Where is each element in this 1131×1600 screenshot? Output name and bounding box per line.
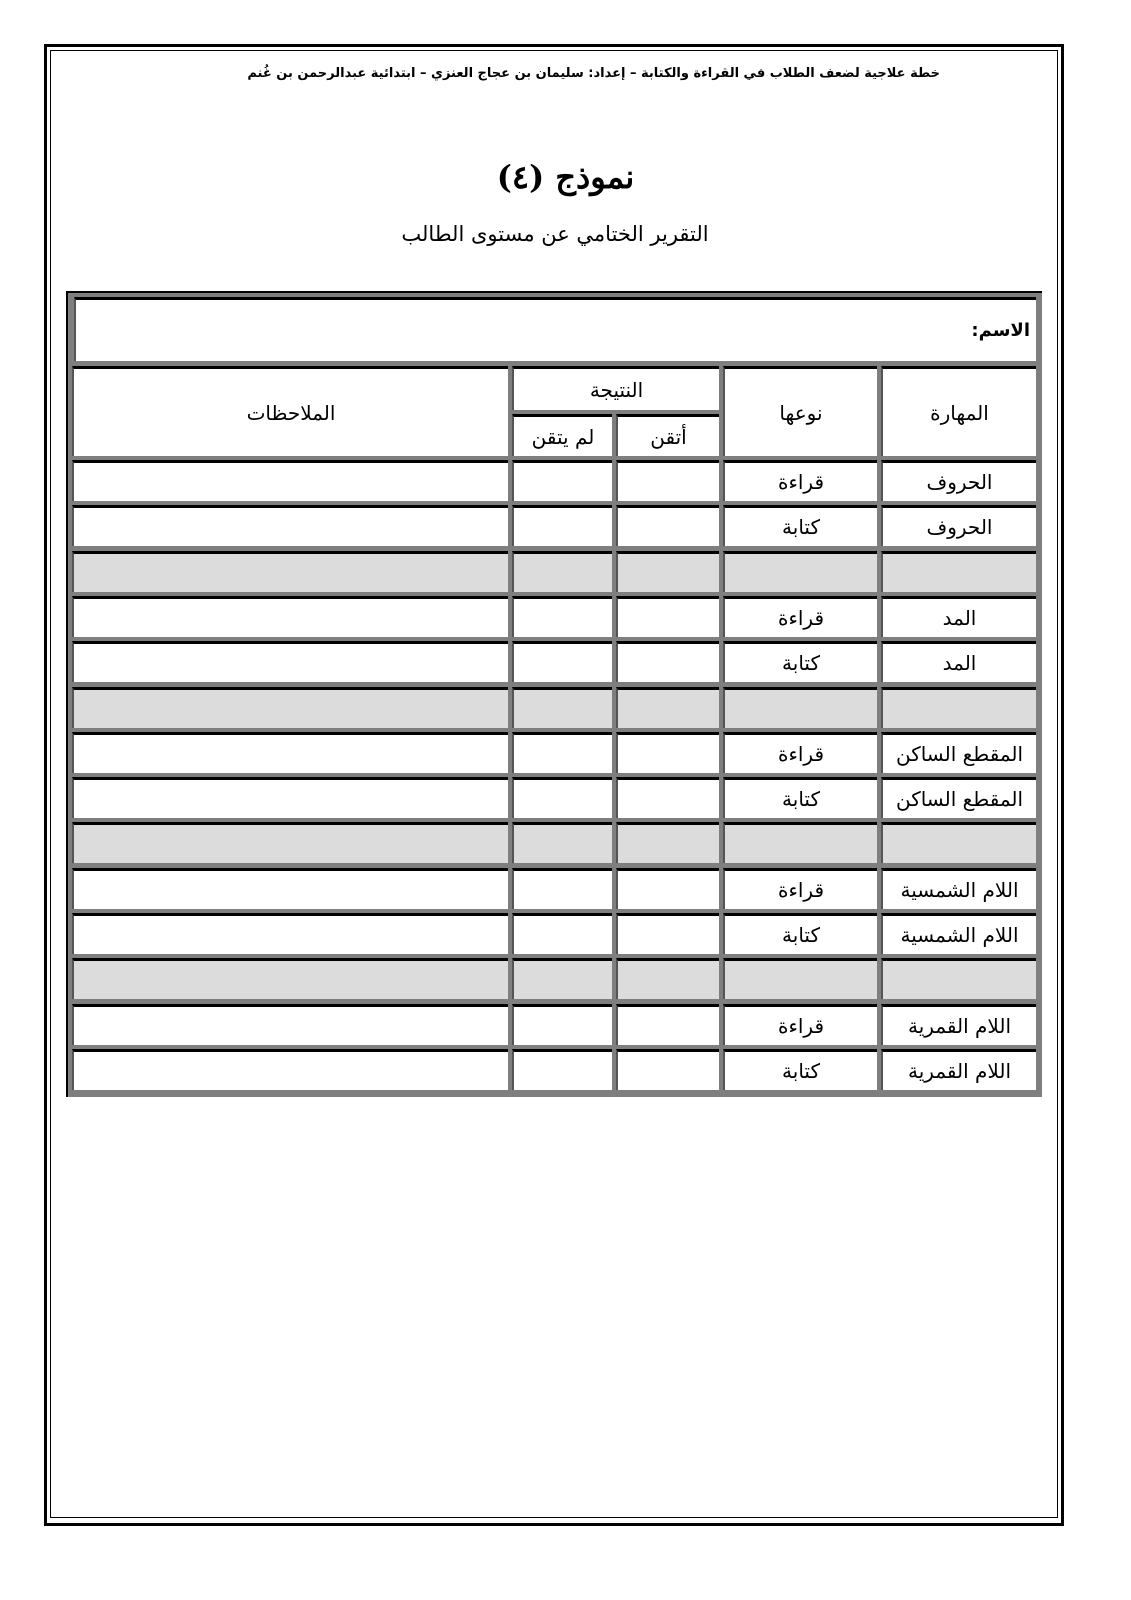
row-4-not-mastered-cell[interactable] [512,596,612,637]
row-2-type-cell: كتابة [723,505,877,546]
header-result: النتيجة [512,366,719,410]
row-7-not-mastered-cell[interactable] [512,732,612,773]
row-4-skill-cell: المد [881,596,1036,637]
row-11-not-mastered-cell[interactable] [512,913,612,954]
row-10-not-mastered-cell[interactable] [512,868,612,909]
row-6-mastered-cell[interactable] [616,687,719,728]
row-3-mastered-cell[interactable] [616,551,719,592]
row-9-type-cell [723,822,877,863]
row-14-not-mastered-cell[interactable] [512,1049,612,1090]
row-10-type-cell: قراءة [723,868,877,909]
header-notes: الملاحظات [72,366,508,456]
row-1-skill-cell: الحروف [881,460,1036,501]
row-8-notes-cell[interactable] [72,777,508,818]
header-type: نوعها [723,366,877,456]
row-7-skill-cell: المقطع الساكن [881,732,1036,773]
row-5-not-mastered-cell[interactable] [512,641,612,682]
row-10-mastered-cell[interactable] [616,868,719,909]
row-5-type-cell: كتابة [723,641,877,682]
row-13-not-mastered-cell[interactable] [512,1004,612,1045]
row-1-mastered-cell[interactable] [616,460,719,501]
header-skill: المهارة [881,366,1036,456]
row-14-skill-cell: اللام القمرية [881,1049,1036,1090]
row-4-mastered-cell[interactable] [616,596,719,637]
row-12-not-mastered-cell[interactable] [512,958,612,999]
row-7-mastered-cell[interactable] [616,732,719,773]
row-8-skill-cell: المقطع الساكن [881,777,1036,818]
row-1-not-mastered-cell[interactable] [512,460,612,501]
row-1-notes-cell[interactable] [72,460,508,501]
row-3-skill-cell [881,551,1036,592]
row-12-type-cell [723,958,877,999]
report-table [66,291,1042,1097]
name-field[interactable] [74,297,1036,361]
form-title: نموذج (٤) [496,158,635,196]
row-3-notes-cell[interactable] [72,551,508,592]
form-subtitle: التقرير الختامي عن مستوى الطالب [401,222,709,246]
row-2-mastered-cell[interactable] [616,505,719,546]
row-2-not-mastered-cell[interactable] [512,505,612,546]
row-13-skill-cell: اللام القمرية [881,1004,1036,1045]
row-3-type-cell [723,551,877,592]
row-6-skill-cell [881,687,1036,728]
row-4-type-cell: قراءة [723,596,877,637]
row-14-type-cell: كتابة [723,1049,877,1090]
row-11-type-cell: كتابة [723,913,877,954]
row-6-type-cell [723,687,877,728]
row-13-notes-cell[interactable] [72,1004,508,1045]
row-5-mastered-cell[interactable] [616,641,719,682]
header-not-mastered: لم يتقن [512,414,612,456]
row-11-skill-cell: اللام الشمسية [881,913,1036,954]
row-8-not-mastered-cell[interactable] [512,777,612,818]
row-2-notes-cell[interactable] [72,505,508,546]
row-5-notes-cell[interactable] [72,641,508,682]
row-7-type-cell: قراءة [723,732,877,773]
row-2-skill-cell: الحروف [881,505,1036,546]
name-label: الاسم: [971,320,1030,341]
row-9-notes-cell[interactable] [72,822,508,863]
row-8-type-cell: كتابة [723,777,877,818]
row-12-skill-cell [881,958,1036,999]
row-3-not-mastered-cell[interactable] [512,551,612,592]
header-mastered: أتقن [616,414,719,456]
row-4-notes-cell[interactable] [72,596,508,637]
row-12-mastered-cell[interactable] [616,958,719,999]
row-14-mastered-cell[interactable] [616,1049,719,1090]
row-14-notes-cell[interactable] [72,1049,508,1090]
row-12-notes-cell[interactable] [72,958,508,999]
row-10-notes-cell[interactable] [72,868,508,909]
row-13-mastered-cell[interactable] [616,1004,719,1045]
row-9-mastered-cell[interactable] [616,822,719,863]
row-9-not-mastered-cell[interactable] [512,822,612,863]
row-8-mastered-cell[interactable] [616,777,719,818]
row-11-notes-cell[interactable] [72,913,508,954]
row-11-mastered-cell[interactable] [616,913,719,954]
row-9-skill-cell [881,822,1036,863]
row-5-skill-cell: المد [881,641,1036,682]
row-6-not-mastered-cell[interactable] [512,687,612,728]
row-6-notes-cell[interactable] [72,687,508,728]
row-7-notes-cell[interactable] [72,732,508,773]
running-header: خطة علاجية لضعف الطلاب في القراءة والكتابة – إعداد: سليمان بن عجاج العنزي – ابتدائية عبدالرحمن بن غُنم [247,66,940,81]
row-13-type-cell: قراءة [723,1004,877,1045]
row-10-skill-cell: اللام الشمسية [881,868,1036,909]
row-1-type-cell: قراءة [723,460,877,501]
